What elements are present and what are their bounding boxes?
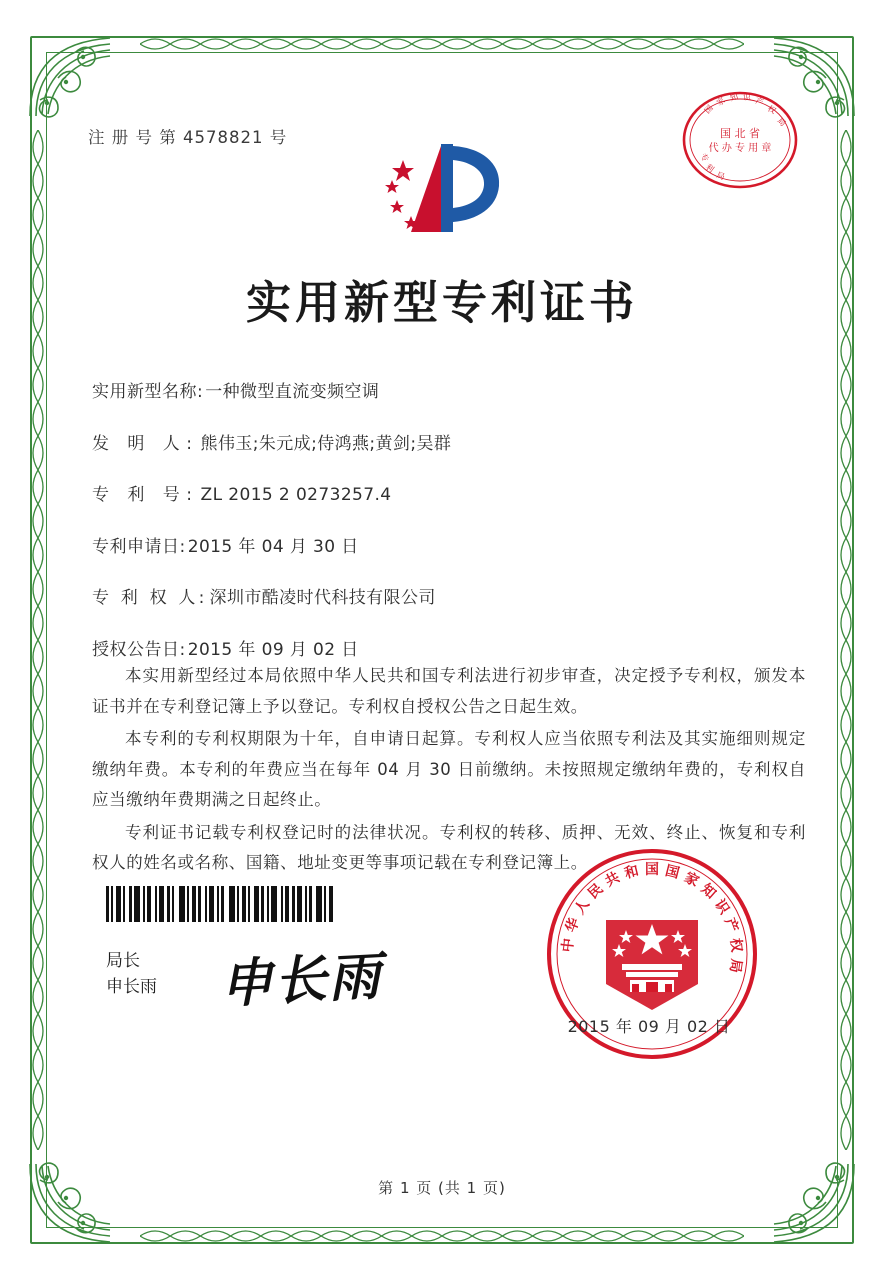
field-value: 熊伟玉;朱元成;侍鸿燕;黄剑;吴群 [200,433,452,454]
signature-name: 申长雨 [106,977,157,998]
svg-text:和: 和 [622,863,641,882]
agency-seal-stamp [678,86,802,194]
signature-role-label: 局长 [106,951,140,971]
field-label: 发 明 人: [92,433,199,454]
field-value: 2015 年 04 月 30 日 [187,536,359,557]
paragraph-2: 本专利的专利权期限为十年，自申请日起算。专利权人应当依照专利法及其实施细则规定缴纳年费。本专利的年费应当在每年 04 月 30 日前缴纳。未按照规定缴纳年费的，专利权自应当缴纳年费期满之日起终止。 [92,729,806,810]
field-list [92,381,804,691]
svg-text:家: 家 [715,95,727,108]
svg-text:国: 国 [663,863,682,882]
field-label: 专利申请日: [92,536,186,557]
svg-text:国: 国 [702,103,715,116]
page-footer: 第 1 页 (共 1 页) [378,1179,506,1197]
svg-text:家: 家 [681,869,702,891]
svg-text:利: 利 [703,162,716,175]
svg-text:民: 民 [585,880,607,903]
svg-text:国 北 省: 国 北 省 [720,127,760,140]
svg-text:权: 权 [726,937,745,954]
barcode [106,886,356,922]
registration-number: 注 册 号 第 4578821 号 [88,128,288,147]
field-value: 2015 年 09 月 02 日 [187,639,359,660]
svg-text:局: 局 [775,116,788,129]
svg-text:产: 产 [754,96,765,107]
svg-text:共: 共 [602,869,623,891]
svg-text:人: 人 [571,896,593,918]
patent-logo-icon [367,132,517,247]
field-label: 专 利 号: [92,485,199,506]
field-value: ZL 2015 2 0273257.4 [200,485,392,506]
page-title: 实用新型专利证书 [245,276,638,329]
svg-text:知: 知 [728,91,740,103]
field-label: 实用新型名称: [92,382,204,402]
field-row-patentee [92,587,804,609]
field-row-utility-model-name [92,381,804,403]
field-value: 一种微型直流变频空调 [205,382,380,402]
svg-text:产: 产 [721,915,741,935]
certificate-content [70,76,814,1204]
field-label: 授权公告日: [92,639,186,660]
field-row-application-date [92,536,804,558]
handwritten-signature: 申长雨 [218,945,384,1016]
svg-text:中: 中 [559,937,578,954]
field-row-inventors [92,433,804,455]
field-label: 专 利 权 人: [92,588,208,609]
svg-text:代 办 专 用 章: 代 办 专 用 章 [708,143,772,154]
signature-block [106,948,157,1001]
svg-text:识: 识 [711,896,733,918]
svg-text:局: 局 [726,957,745,974]
svg-text:识: 识 [742,92,752,102]
seal-date: 2015 年 09 月 02 日 [567,1017,731,1036]
svg-text:国: 国 [645,862,659,878]
svg-text:知: 知 [697,880,719,903]
field-row-grant-announcement-date [92,639,804,661]
svg-text:局: 局 [715,170,726,182]
paragraph-3: 专利证书记载专利权登记时的法律状况。专利权的转移、质押、无效、终止、恢复和专利权人的姓名或名称、国籍、地址变更等事项记载在专利登记簿上。 [92,822,806,873]
svg-text:专: 专 [698,151,711,164]
paragraph-1: 本实用新型经过本局依照中华人民共和国专利法进行初步审查，决定授予专利权，颁发本证书并在专利登记簿上予以登记。专利权自授权公告之日起生效。 [92,666,806,716]
svg-text:权: 权 [766,103,778,116]
svg-text:华: 华 [563,915,583,935]
field-value: 深圳市酷凌时代科技有限公司 [209,588,436,609]
field-row-patent-number [92,484,804,506]
